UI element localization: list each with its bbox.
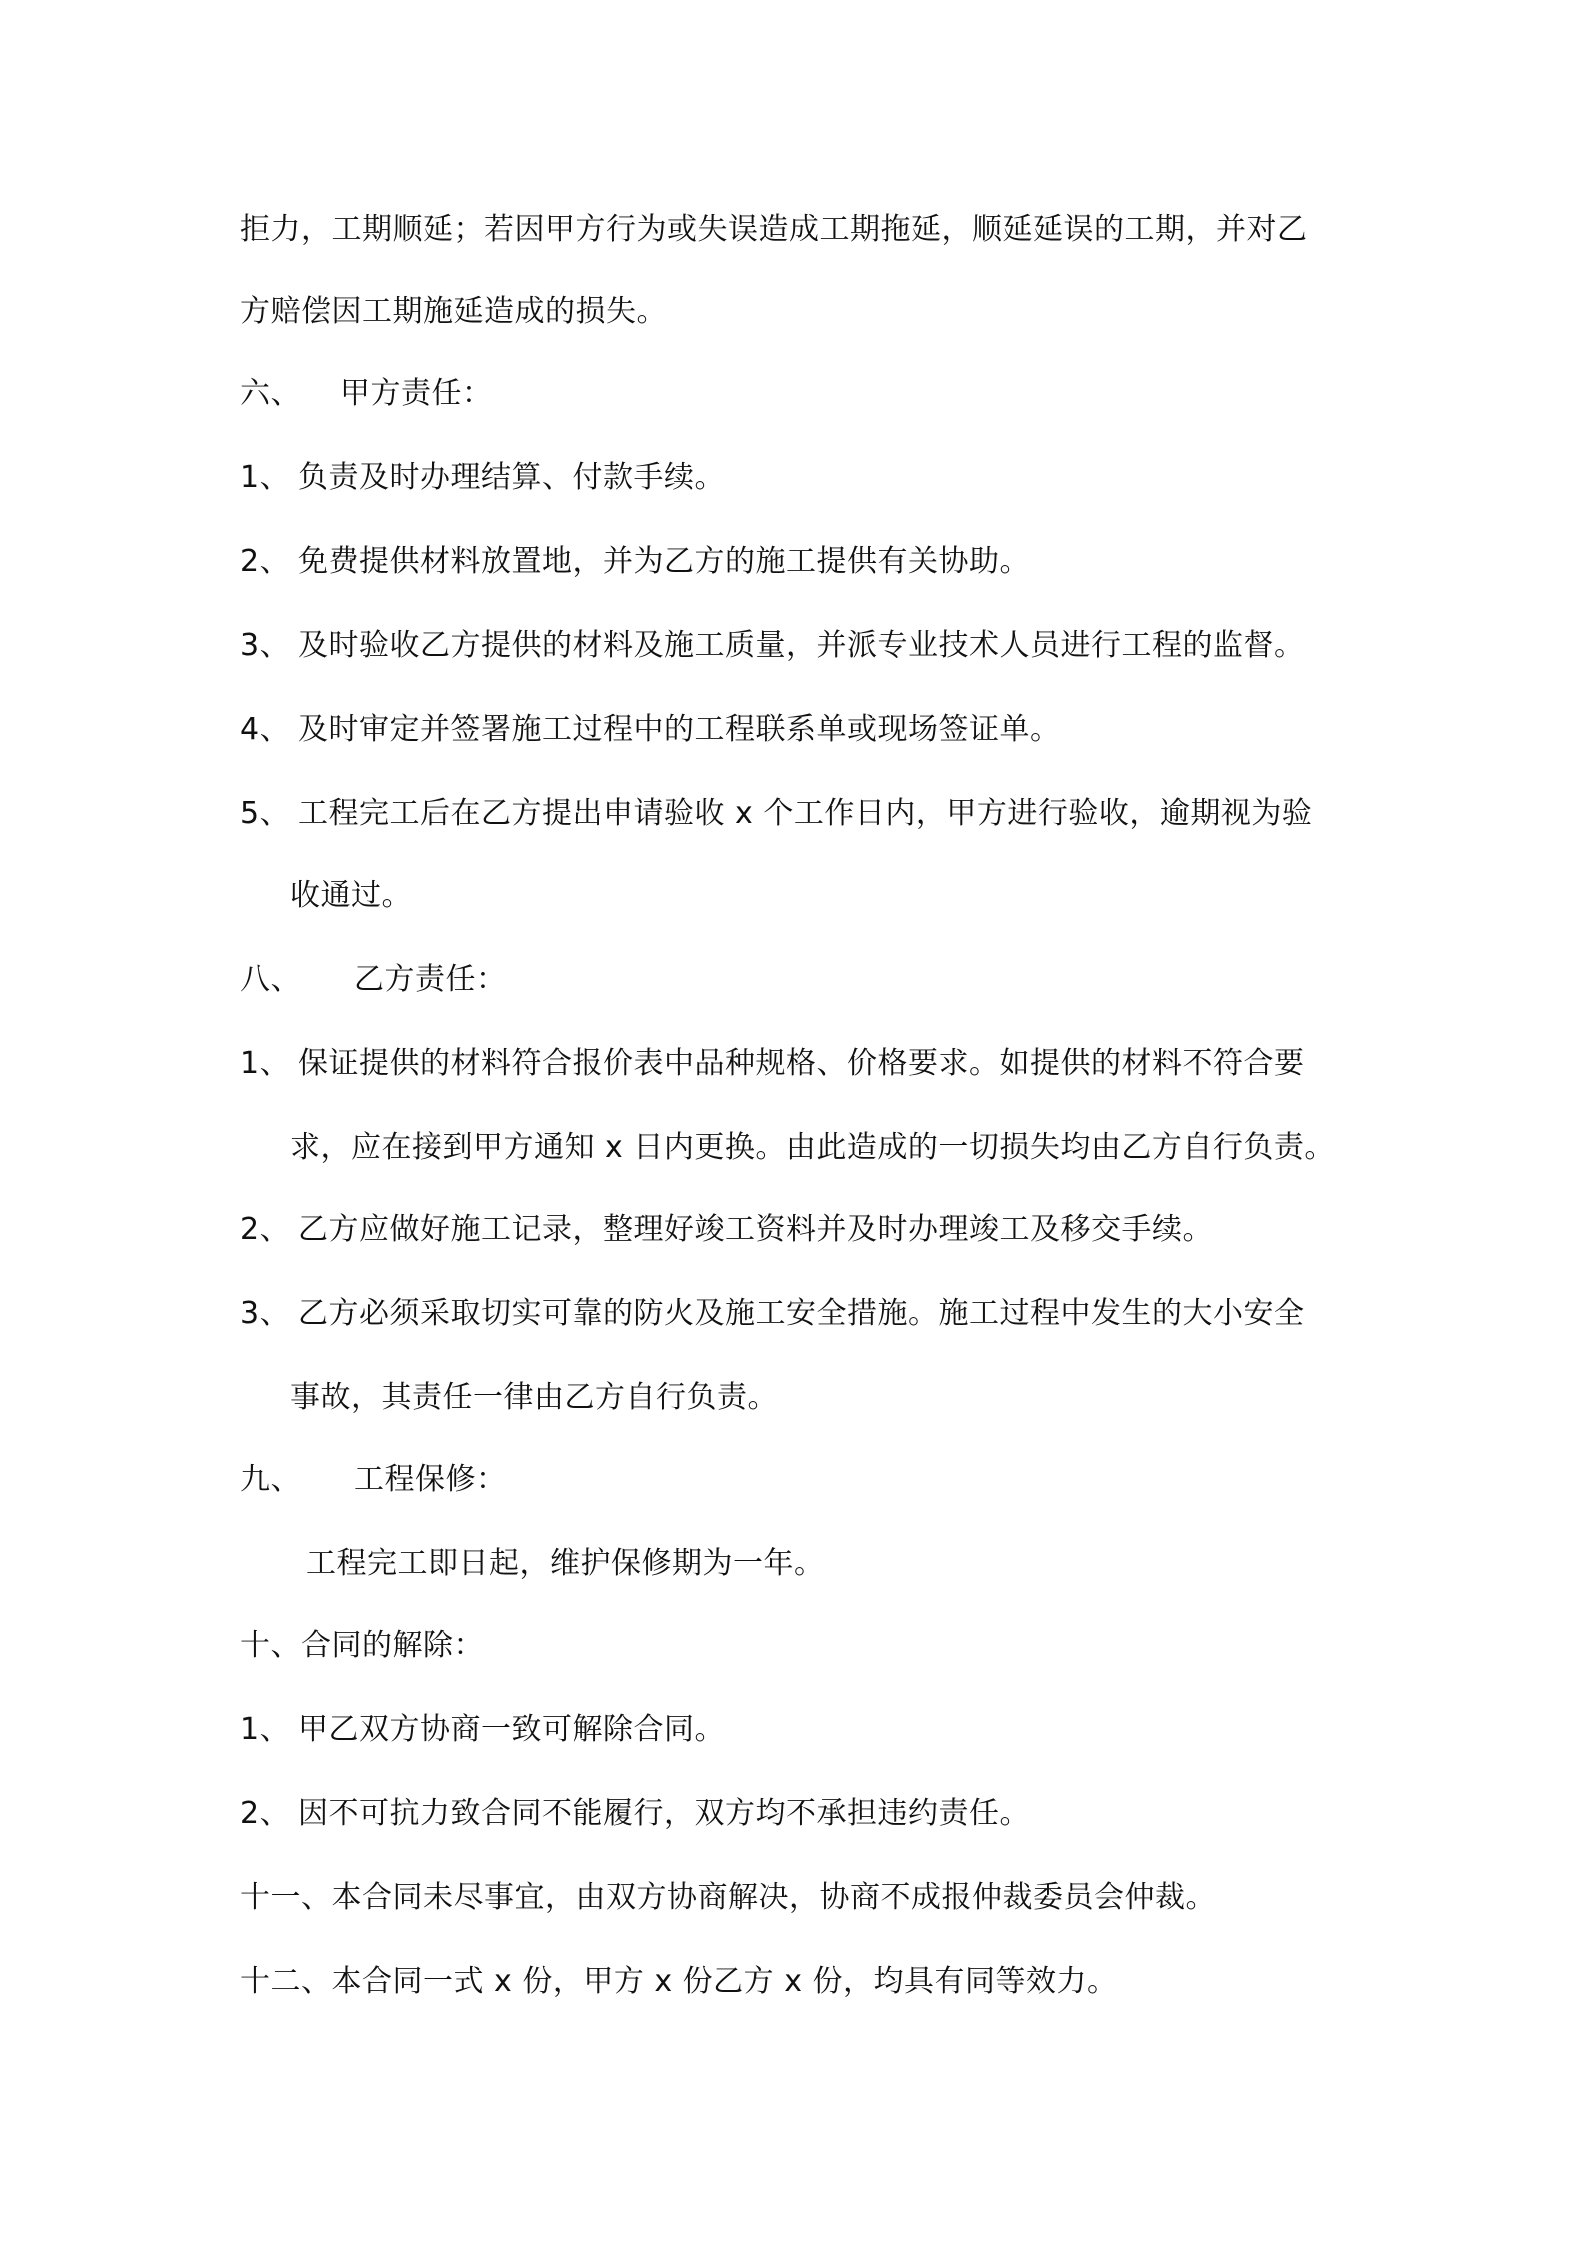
- item-text: 甲乙双方协商一致可解除合同。: [298, 1712, 725, 1747]
- section-6-item-3: [240, 626, 1305, 666]
- section-8-number: 八、: [240, 962, 301, 997]
- item-text: 免费提供材料放置地，并为乙方的施工提供有关协助。: [298, 544, 1030, 579]
- section-6-item-5-continuation: 收通过。: [290, 878, 412, 913]
- section-6-item-2: [240, 542, 1030, 582]
- section-8-title: 乙方责任：: [354, 962, 507, 997]
- section-6-item-1: [240, 458, 725, 498]
- section-9-body: 工程完工即日起，维护保修期为一年。: [306, 1546, 825, 1581]
- item-number: 5、: [240, 796, 291, 831]
- item-number: 3、: [240, 1296, 291, 1331]
- item-number: 2、: [240, 544, 291, 579]
- item-number: 1、: [240, 1046, 291, 1081]
- section-6-title: 甲方责任：: [340, 376, 493, 411]
- section-9-title: 工程保修：: [354, 1462, 507, 1497]
- section-8-item-1-continuation: 求，应在接到甲方通知 x 日内更换。由此造成的一切损失均由乙方自行负责。: [290, 1130, 1335, 1165]
- item-text: 工程完工后在乙方提出申请验收 x 个工作日内，甲方进行验收，逾期视为验: [298, 796, 1313, 831]
- item-text: 保证提供的材料符合报价表中品种规格、价格要求。如提供的材料不符合要: [298, 1046, 1305, 1081]
- item-number: 2、: [240, 1796, 291, 1831]
- section-8-item-3: [240, 1294, 1305, 1334]
- item-number: 1、: [240, 460, 291, 495]
- item-text: 乙方应做好施工记录，整理好竣工资料并及时办理竣工及移交手续。: [298, 1212, 1213, 1247]
- section-6-item-5: [240, 794, 1312, 834]
- item-number: 1、: [240, 1712, 291, 1747]
- section-10-heading: 十、合同的解除：: [240, 1628, 484, 1663]
- section-9-number: 九、: [240, 1462, 301, 1497]
- section-6-number: 六、: [240, 376, 301, 411]
- item-text: 负责及时办理结算、付款手续。: [298, 460, 725, 495]
- section-10-item-2: [240, 1794, 1030, 1834]
- intro-line-2: 方赔偿因工期施延造成的损失。: [240, 294, 667, 329]
- item-number: 4、: [240, 712, 291, 747]
- section-9-heading: [240, 1460, 507, 1500]
- item-text: 及时验收乙方提供的材料及施工质量，并派专业技术人员进行工程的监督。: [298, 628, 1305, 663]
- item-number: 2、: [240, 1212, 291, 1247]
- section-10-item-1: [240, 1710, 725, 1750]
- section-8-heading: [240, 960, 507, 1000]
- section-11: 十一、本合同未尽事宜，由双方协商解决，协商不成报仲裁委员会仲裁。: [240, 1880, 1216, 1915]
- item-text: 因不可抗力致合同不能履行，双方均不承担违约责任。: [298, 1796, 1030, 1831]
- section-12: 十二、本合同一式 x 份，甲方 x 份乙方 x 份，均具有同等效力。: [240, 1964, 1118, 1999]
- section-8-item-2: [240, 1210, 1213, 1250]
- section-6-item-4: [240, 710, 1061, 750]
- section-6-heading: [240, 374, 493, 414]
- section-8-item-1: [240, 1044, 1305, 1084]
- item-text: 乙方必须采取切实可靠的防火及施工安全措施。施工过程中发生的大小安全: [298, 1296, 1305, 1331]
- section-8-item-3-continuation: 事故，其责任一律由乙方自行负责。: [290, 1380, 778, 1415]
- item-number: 3、: [240, 628, 291, 663]
- item-text: 及时审定并签署施工过程中的工程联系单或现场签证单。: [298, 712, 1061, 747]
- intro-line-1: 拒力，工期顺延；若因甲方行为或失误造成工期拖延，顺延延误的工期，并对乙: [240, 212, 1308, 247]
